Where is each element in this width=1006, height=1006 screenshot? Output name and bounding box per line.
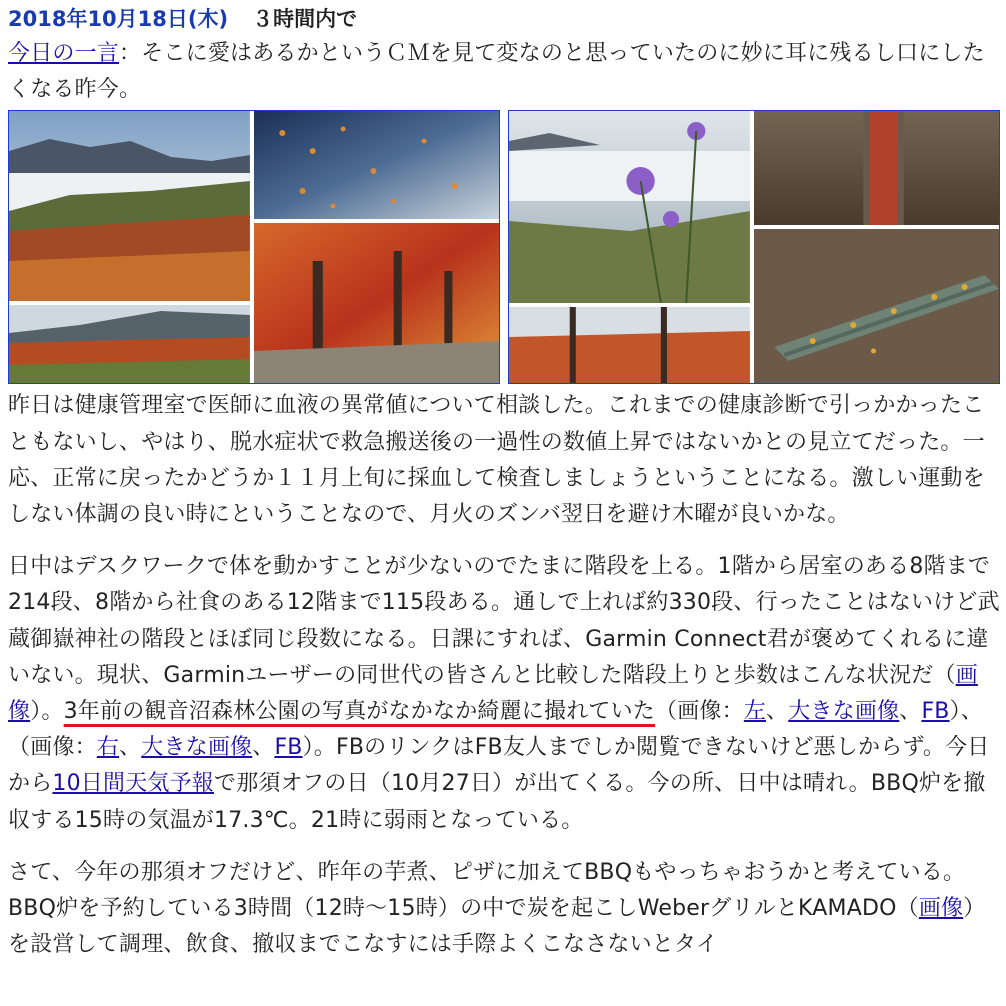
photo-left-link[interactable]: 左 xyxy=(743,699,767,725)
photo-text-2: 、 xyxy=(766,699,789,725)
photo-strip xyxy=(8,110,1000,384)
diary-entry xyxy=(8,2,1000,963)
photo-text-6: 、 xyxy=(252,735,275,761)
kamado-image-link[interactable]: 画像 xyxy=(918,896,964,922)
daily-comment-text: ：そこに愛はあるかというＣＭを見て変なのと思っていたのに妙に耳に残るし口にしたくなる昨今。 xyxy=(8,41,985,103)
photo-collage-right[interactable] xyxy=(508,110,1000,384)
photo-text-1: （画像： xyxy=(655,699,744,725)
weather-text: で那須オフの日（10月27日）が出てくる。今の所、日中は晴れ。BBQ炉を撤収する15時の気温が17.3℃。21時に弱雨となっている。 xyxy=(8,771,986,833)
photo-text-4: ）、（画像： xyxy=(8,699,984,761)
collage-left-image xyxy=(9,111,499,383)
stairs-text-1: 日中はデスクワークで体を動かすことが少ないのでたまに階段を上る。1階から居室のある8階まで214段、8階から社食のある12階まで115段ある。通しで上れば約330段、行ったことはないけど武蔵御嶽神社の階段とほぼ同じ段数になる。日課にすれば、Garmin Connect君が褒めてくれるに違いない。現状、Garminユーザーの同世代の皆さんと比較した階段上りと歩数はこんな状況だ（ xyxy=(8,554,1000,688)
paragraph-nasu-off xyxy=(8,855,1000,964)
daily-comment xyxy=(8,36,1000,108)
entry-header xyxy=(8,2,1000,36)
daily-comment-link[interactable]: 今日の一言 xyxy=(8,41,120,66)
stairs-image-link[interactable]: 画像 xyxy=(8,662,978,725)
photo-text-3: 、 xyxy=(899,699,922,725)
photo-right-large-link[interactable]: 大きな画像 xyxy=(141,735,253,761)
nasu-text-1: さて、今年の那須オフだけど、昨年の芋煮、ピザに加えてBBQもやっちゃおうかと考えている。BBQ炉を予約している3時間（12時～15時）の中で炭を起こしWeberグリルとKAMADO（ xyxy=(8,859,966,922)
nasu-text-2: ）を設営して調理、飲食、撤収までこなすには手際よくこなさないとタイ xyxy=(8,896,986,958)
entry-date: 2018年10月18日(木) xyxy=(8,7,229,31)
photo-left-large-link[interactable]: 大きな画像 xyxy=(788,699,900,725)
photo-left-fb-link[interactable]: FB xyxy=(921,699,950,725)
collage-right-image xyxy=(509,111,999,383)
paragraph-stairs xyxy=(8,549,1000,839)
photo-right-fb-link[interactable]: FB xyxy=(274,735,303,761)
stairs-text-2: ）。 xyxy=(30,699,64,725)
paragraph-health: 昨日は健康管理室で医師に血液の異常値について相談した。これまでの健康診断で引っかかったこともないし、やはり、脱水症状で救急搬送後の一過性の数値上昇ではないかとの見立てだった。一応、正常に戻ったかどうか１１月上旬に採血して検査しましょうということになる。激しい運動をしない体調の良い時にということなので、月火のズンバ翌日を避け木曜が良いかな。 xyxy=(8,393,985,528)
highlighted-sentence: 3年前の観音沼森林公園の写真がなかなか綺麗に撮れていた xyxy=(63,699,656,725)
entry-subject: ３時間内で xyxy=(252,7,358,31)
photo-text-5: 、 xyxy=(119,735,142,761)
photo-right-link[interactable]: 右 xyxy=(96,735,120,761)
weather-forecast-link[interactable]: 10日間天気予報 xyxy=(52,771,215,797)
photo-collage-left[interactable] xyxy=(8,110,500,384)
photo-text-7: ）。FBのリンクはFB友人までしか閲覧できないけど悪しからず。今日から xyxy=(8,735,990,797)
